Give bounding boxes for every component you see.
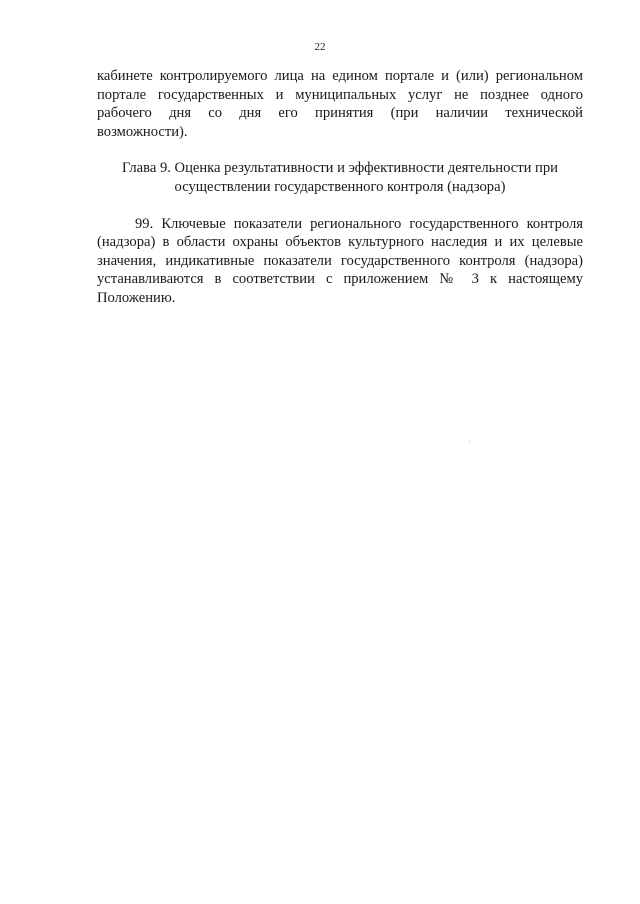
paragraph-line: портале государственных и муниципальных услуг не позднее одного	[97, 86, 583, 103]
paragraph-line: кабинете контролируемого лица на едином портале и (или) региональном	[97, 68, 583, 84]
paragraph-line: значения, индикативные показатели государственного контроля (надзора)	[97, 252, 583, 269]
paragraph-line: устанавливаются в соответствии с приложением № 3 к настоящему	[97, 271, 583, 288]
chapter-heading	[97, 159, 583, 196]
paragraph-line: Положению.	[97, 289, 176, 306]
chapter-heading-line: Глава 9. Оценка результативности и эффективности деятельности при	[122, 160, 558, 177]
document-body	[97, 67, 583, 308]
paragraph-line: 99. Ключевые показатели регионального государственного контроля	[135, 215, 583, 232]
paragraph-line: возможности).	[97, 123, 188, 140]
paragraph-line: рабочего дня со дня его принятия (при наличии технической	[97, 105, 583, 122]
paragraph-line: (надзора) в области охраны объектов культурного наследия и их целевые	[97, 234, 583, 251]
chapter-heading-line: осуществлении государственного контроля (надзора)	[174, 178, 506, 195]
page-number: 22	[314, 41, 326, 53]
paragraph-99	[97, 215, 583, 308]
scan-speck	[469, 441, 470, 442]
continuation-paragraph	[97, 67, 583, 141]
